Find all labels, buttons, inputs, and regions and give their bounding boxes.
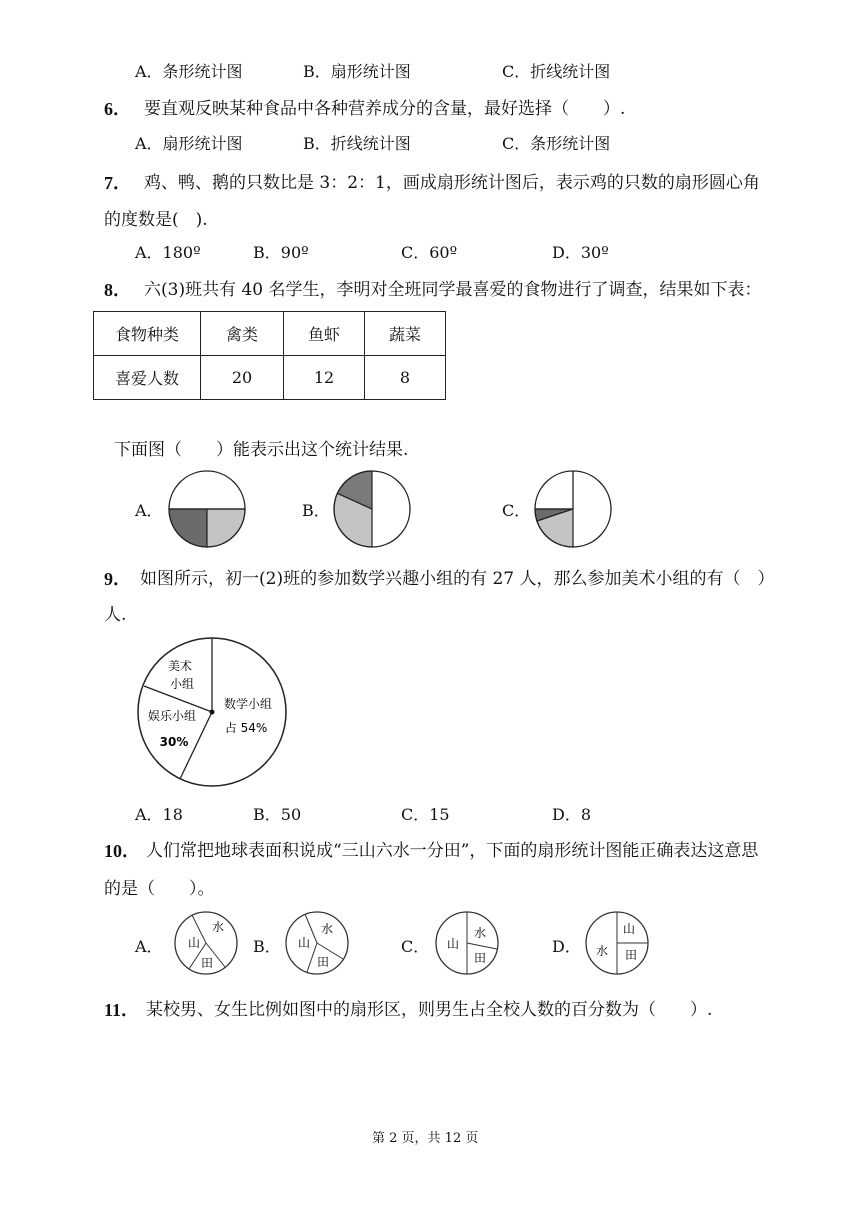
q7-line1: 鸡、鸭、鹅的只数比是 3：2：1，画成扇形统计图后，表示鸡的只数的扇形圆心角 xyxy=(144,173,760,193)
q9-line2: 人. xyxy=(104,605,127,625)
q8-pie-a xyxy=(165,467,249,551)
table-cell: 12 xyxy=(284,356,365,400)
q7-option-d: D．30º xyxy=(552,243,609,262)
label-art-2: 小组 xyxy=(169,677,195,691)
q8-pie-c xyxy=(531,467,615,551)
q8-number: 8． xyxy=(104,280,131,300)
q7-number: 7． xyxy=(104,173,131,193)
table-cell: 喜爱人数 xyxy=(94,356,201,400)
label-water: 水 xyxy=(321,922,334,936)
q9-option-b: B．50 xyxy=(253,805,302,824)
table-cell: 20 xyxy=(201,356,284,400)
label-mountain: 山 xyxy=(298,936,311,950)
q6-option-b: B．折线统计图 xyxy=(303,134,411,153)
label-field: 田 xyxy=(474,951,487,965)
q9-number: 9． xyxy=(104,569,131,589)
q7-option-a: A．180º xyxy=(135,243,201,262)
table-cell: 蔬菜 xyxy=(365,312,446,356)
q9-line1: 如图所示，初一(2)班的参加数学兴趣小组的有 27 人，那么参加美术小组的有（ ） xyxy=(140,569,775,589)
q10-line1: 人们常把地球表面积说成“三山六水一分田”，下面的扇形统计图能正确表达这意思 xyxy=(146,841,759,861)
q8-option-a: A． xyxy=(135,501,163,520)
q5-option-c: C．折线统计图 xyxy=(502,62,611,81)
q8-pie-b xyxy=(330,467,414,551)
q6-option-a: A．扇形统计图 xyxy=(135,134,243,153)
q9-option-c: C．15 xyxy=(401,805,450,824)
q10-pie-c xyxy=(433,909,501,977)
q10-pie-a xyxy=(172,909,240,977)
q7-line2: 的度数是( ). xyxy=(104,210,208,230)
q10-option-d: D． xyxy=(552,937,581,956)
table-cell: 食物种类 xyxy=(94,312,201,356)
label-math-pct: 占 54% xyxy=(224,721,268,735)
q9-pie-chart xyxy=(134,634,290,790)
label-water: 水 xyxy=(474,926,487,940)
label-field: 田 xyxy=(317,955,330,969)
q6-option-c: C．条形统计图 xyxy=(502,134,611,153)
q9-option-d: D．8 xyxy=(552,805,592,824)
table-cell: 鱼虾 xyxy=(284,312,365,356)
label-water: 水 xyxy=(212,920,225,934)
label-mountain: 山 xyxy=(623,922,636,936)
label-entertainment-pct: 30% xyxy=(159,735,189,749)
q8-text: 六(3)班共有 40 名学生，李明对全班同学最喜爱的食物进行了调查，结果如下表： xyxy=(144,280,762,300)
q7-option-b: B．90º xyxy=(253,243,309,262)
label-water: 水 xyxy=(596,944,609,958)
label-field: 田 xyxy=(201,956,214,970)
q8-table xyxy=(93,311,446,400)
label-mountain: 山 xyxy=(447,937,460,951)
q9-option-a: A．18 xyxy=(135,805,183,824)
q5-option-b: B．扇形统计图 xyxy=(303,62,411,81)
table-cell: 禽类 xyxy=(201,312,284,356)
q8-option-b: B． xyxy=(302,501,330,520)
q7-option-c: C．60º xyxy=(401,243,458,262)
q11-number: 11． xyxy=(104,1000,140,1020)
label-math: 数学小组 xyxy=(223,697,273,711)
q5-option-a: A．条形统计图 xyxy=(135,62,243,81)
q11-text: 某校男、女生比例如图中的扇形区，则男生占全校人数的百分数为（ ）. xyxy=(146,1000,713,1020)
q10-number: 10． xyxy=(104,841,140,861)
q10-line2: 的是（ ）。 xyxy=(104,879,215,899)
page-footer: 第 2 页，共 12 页 xyxy=(372,1131,479,1146)
q10-option-a: A． xyxy=(135,937,163,956)
label-mountain: 山 xyxy=(188,936,201,950)
q6-text: 要直观反映某种食品中各种营养成分的含量，最好选择（ ）. xyxy=(144,99,626,119)
q10-option-c: C． xyxy=(401,937,430,956)
q8-prompt: 下面图（ ）能表示出这个统计结果. xyxy=(114,440,409,460)
table-cell: 8 xyxy=(365,356,446,400)
q8-option-c: C． xyxy=(502,501,531,520)
q10-pie-d xyxy=(583,909,651,977)
label-field: 田 xyxy=(625,948,638,962)
label-entertainment: 娱乐小组 xyxy=(147,709,197,723)
label-art-1: 美术 xyxy=(167,659,193,673)
q10-option-b: B． xyxy=(253,937,281,956)
q10-pie-b xyxy=(283,909,351,977)
q6-number: 6． xyxy=(104,99,131,119)
